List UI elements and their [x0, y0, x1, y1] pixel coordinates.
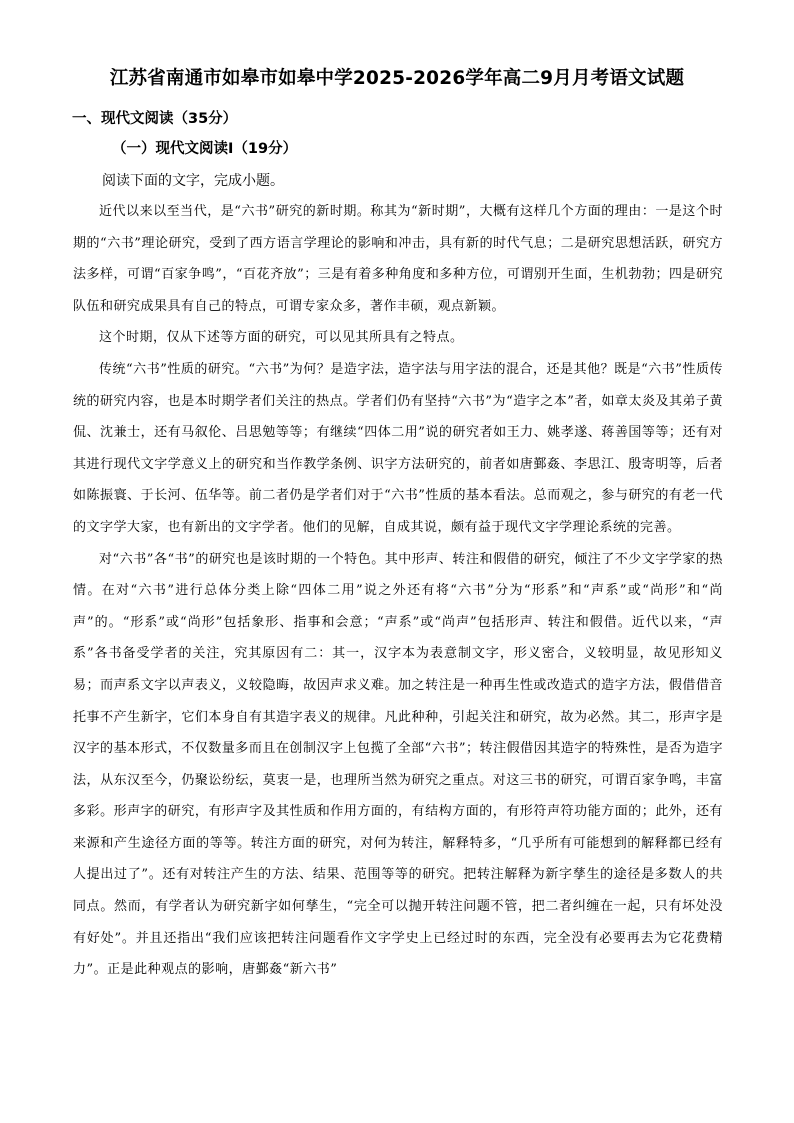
passage-paragraph-1: 近代以来以至当代，是“六书”研究的新时期。称其为“新时期”，大概有这样几个方面的理由：一是这个时期的“六书”理论研究，受到了西方语言学理论的影响和冲击，具有新的时代气息；二是研究思想活跃，研究方法多样，可谓“百家争鸣”，“百花齐放”；三是有着多种角度和多种方位，可谓别开生面，生机勃勃；四是研究队伍和研究成果具有自己的特点，可谓专家众多，著作丰硕，观点新颖。	[73, 204, 723, 314]
section-heading: 一、现代文阅读（35分）	[72, 111, 238, 127]
reading-passage	[73, 196, 723, 986]
passage-paragraph-2: 这个时期，仅从下述等方面的研究，可以见其所具有之特点。	[99, 330, 464, 346]
reading-instruction: 阅读下面的文字，完成小题。	[102, 173, 284, 189]
passage-paragraph-3: 传统“六书”性质的研究。“六书”为何？是造字法，造字法与用字法的混合，还是其他？既是“六书”性质传统的研究内容，也是本时期学者们关注的热点。学者们仍有坚持“六书”为“造字之本”者，如章太炎及其弟子黄侃、沈兼士，还有马叙伦、吕思勉等等；有继续“四体二用”说的研究者如王力、姚孝遂、蒋善国等等；还有对其进行现代文字学意义上的研究和当作教学条例、识字方法研究的，前者如唐鄞姦、李思江、殷寄明等，后者如陈振寰、于长河、伍华等。前二者仍是学者们对于“六书”性质的基本看法。总而观之，参与研究的有老一代的文字学大家，也有新出的文字学者。他们的见解，自成其说，颇有益于现代文字学理论系统的完善。	[73, 361, 723, 535]
sub-heading: （一）现代文阅读Ⅰ（19分）	[112, 141, 298, 157]
passage-paragraph-4: 对“六书”各“书”的研究也是该时期的一个特色。其中形声、转注和假借的研究，倾注了不少文字学家的热情。在对“六书”进行总体分类上除“四体二用”说之外还有将“六书”分为“形系”和“声系”或“尚形”和“尚声”的。“形系”或“尚形”包括象形、指事和会意；“声系”或“尚声”包括形声、转注和假借。近代以来，“声系”各书备受学者的关注，究其原因有二：其一，汉字本为表意制文字，形义密合，义较明显，故见形知义易；而声系文字以声表义，义较隐晦，故因声求义难。加之转注是一种再生性或改造式的造字方法，假借借音托事不产生新字，它们本身自有其造字表义的规律。凡此种种，引起关注和研究，故为必然。其二，形声字是汉字的基本形式，不仅数量多而且在创制汉字上包揽了全部“六书”；转注假借因其造字的特殊性，是否为造字法，从东汉至今，仍聚讼纷纭，莫衷一是，也理所当然为研究之重点。对这三书的研究，可谓百家争鸣，丰富多彩。形声字的研究，有形声字及其性质和作用方面的，有结构方面的，有形符声符功能方面的；此外，还有来源和产生途径方面的等等。转注方面的研究，对何为转注，解释特多，“几乎所有可能想到的解释都已经有人提出过了”。还有对转注产生的方法、结果、范围等等的研究。把转注解释为新字孳生的途径是多数人的共同点。然而，有学者认为研究新字如何孳生，“完全可以抛开转注问题不管，把二者纠缠在一起，只有坏处没有好处”。并且还指出“我们应该把转注问题看作文字学史上已经过时的东西，完全没有必要再去为它花费精力”。正是此种观点的影响，唐鄞姦“新六书”	[73, 551, 723, 978]
page-title: 江苏省南通市如皋市如皋中学2025-2026学年高二9月月考语文试题	[109, 68, 685, 89]
